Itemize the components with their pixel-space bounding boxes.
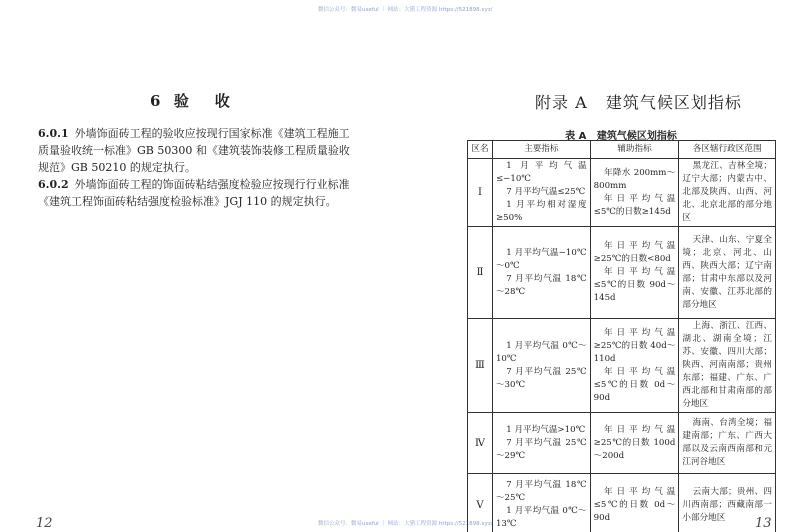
main-item: 1 月平均相对湿度≥50% [495, 200, 587, 223]
main-cell [492, 227, 590, 319]
main-cell [492, 474, 590, 532]
main-item: 7 月平均气温 18℃～28℃ [495, 273, 587, 297]
table-header-row [468, 141, 776, 159]
section-title: 6 验 收 [150, 92, 231, 110]
aux-item: 年日平均气温≤5℃的日数 0d～90d [593, 486, 676, 523]
table-row [468, 474, 776, 532]
region-text: 云南大部；贵州、四川西南部；西藏南部一小部分地区 [682, 486, 772, 523]
aux-item: 年日平均气温≤5℃的日数 0d～90d [593, 366, 676, 403]
main-item: 7 月平均气温≤25℃ [506, 187, 586, 197]
header-main: 主要指标 [492, 141, 590, 159]
main-item: 1 月平均气温−10℃～0℃ [495, 247, 587, 271]
region-text: 黑龙江、吉林全境；辽宁大部；内蒙古中、北部及陕西、山西、河北、北京北部的部分地区 [682, 161, 772, 223]
table-row [468, 227, 776, 319]
page-number-left: 12 [36, 516, 53, 531]
clause-text: 外墙饰面砖工程的验收应按现行国家标准《建筑工程施工质量验收统一标准》GB 50300 和《建筑装饰装修工程质量验收规范》GB 50210 的规定执行。 [38, 127, 350, 174]
main-item: 1 月平均气温 0℃～10℃ [495, 340, 587, 364]
main-item: 7 月平均气温 18℃～25℃ [495, 480, 587, 503]
appendix-title: 附录 A 建筑气候区划指标 [535, 93, 742, 112]
zone-cell: Ⅳ [468, 413, 493, 474]
region-cell [679, 319, 776, 413]
aux-item: 年日平均气温≥25℃的日数 40d～110d [593, 327, 676, 364]
clause-number: 6.0.2 [38, 178, 69, 191]
zone-cell: Ⅰ [468, 159, 493, 227]
aux-cell [590, 227, 679, 319]
aux-item: 年日平均气温≤5℃的日数 90d～145d [593, 267, 676, 303]
header-zone: 区名 [468, 141, 493, 159]
aux-cell [590, 319, 679, 413]
aux-item: 年日平均气温≤5℃的日数≥145d [593, 193, 676, 217]
section-body [38, 125, 353, 210]
aux-item: 年降水 200mm～800mm [593, 167, 676, 191]
clause [38, 125, 353, 176]
page-number-right: 13 [755, 516, 772, 531]
main-cell [492, 319, 590, 413]
climate-zone-table [467, 140, 776, 532]
aux-cell [590, 413, 679, 474]
region-cell [679, 227, 776, 319]
main-item: 1 月平均气温>10℃ [506, 424, 586, 435]
region-cell [679, 413, 776, 474]
main-item: 7 月平均气温 25℃～29℃ [495, 437, 587, 461]
zone-cell: Ⅱ [468, 227, 493, 319]
main-cell [492, 413, 590, 474]
header-region: 各区辖行政区范围 [679, 141, 776, 159]
table-row [468, 319, 776, 413]
table-caption: 表 A 建筑气候区划指标 [565, 131, 677, 142]
table-row [468, 159, 776, 227]
region-cell [679, 159, 776, 227]
main-cell [492, 159, 590, 227]
watermark-top: 微信公众号：微易useful ｜ 网站：大猪工程资源 https://521898.xyz/ [318, 7, 493, 13]
region-text: 海南、台湾全境；福建南部；广东、广西大部以及云南西南部和元江河谷地区 [682, 418, 772, 467]
main-item: 1 月平均气温 0℃～13℃ [495, 506, 587, 529]
main-item: 7 月平均气温 25℃～30℃ [495, 366, 587, 390]
zone-cell: Ⅴ [468, 474, 493, 532]
clause-number: 6.0.1 [38, 127, 69, 140]
aux-cell [590, 159, 679, 227]
clause-text: 外墙饰面砖工程的饰面砖粘结强度检验应按现行行业标准《建筑工程饰面砖粘结强度检验标准》JGJ 110 的规定执行。 [38, 178, 350, 208]
table-row [468, 413, 776, 474]
aux-cell [590, 474, 679, 532]
region-text: 上海、浙江、江西、湖北、湖南全境；江苏、安徽、四川大部；陕西、河南南部；贵州东部；福建、广东、广西北部和甘肃南部的部分地区 [682, 321, 772, 409]
main-item: 1 月平均气温≤−10℃ [495, 161, 587, 184]
zone-cell: Ⅲ [468, 319, 493, 413]
aux-item: 年日平均气温≥25℃的日数 100d～200d [593, 424, 676, 461]
region-text: 天津、山东、宁夏全境；北京、河北、山西、陕西大部；辽宁南部；甘肃中东部以及河南、安徽、江苏北部的部分地区 [682, 234, 772, 310]
watermark-bottom: 微信公众号：微易useful ｜ 网站：大猪工程资源 https://521898.xyz/ [318, 521, 493, 527]
clause [38, 176, 353, 210]
aux-item: 年日平均气温≥25℃的日数<80d [593, 241, 676, 264]
header-aux: 辅助指标 [590, 141, 679, 159]
